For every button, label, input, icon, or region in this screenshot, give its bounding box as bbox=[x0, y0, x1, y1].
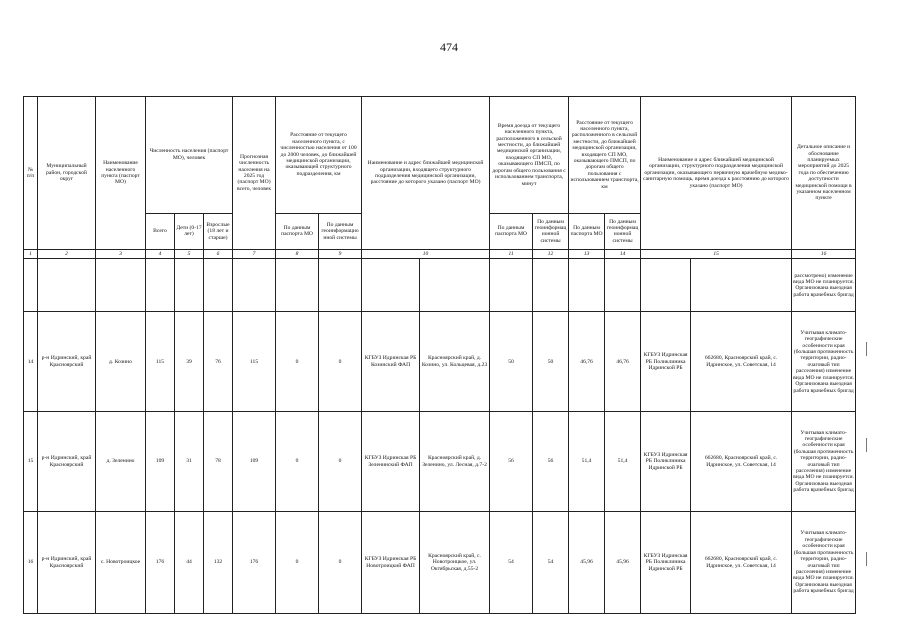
row-description: Учитывая климато-географические особенности края (большая протяженность территории, радио-очаговый тип расселения) изменение вида МО не планируется. Организована выездная работа врачебных бригад bbox=[792, 412, 856, 512]
column-number: 4 bbox=[146, 249, 175, 259]
table-row bbox=[24, 512, 856, 614]
page-number: 474 bbox=[440, 40, 458, 54]
header-population-group: Численность населения (паспорт МО), человек bbox=[146, 97, 233, 214]
column-number: 14 bbox=[605, 249, 641, 259]
row-children: 39 bbox=[175, 312, 204, 412]
row-district: р-н Идринский, край Красноярский bbox=[38, 312, 96, 412]
row-adults: 76 bbox=[204, 312, 233, 412]
row-km-gis: 51,4 bbox=[605, 412, 641, 512]
row-pmsp-name: КГБУЗ Идринская РБ Поликлиника Идринской РБ bbox=[641, 412, 691, 512]
row-district: р-н Идринский, край Красноярский bbox=[38, 412, 96, 512]
column-number-row bbox=[24, 249, 856, 259]
row-km-passport: 51,4 bbox=[569, 412, 605, 512]
header-km-gis: По данным геоинформационной системы bbox=[605, 213, 641, 249]
continuation-row bbox=[24, 259, 856, 312]
row-num: 15 bbox=[24, 412, 38, 512]
row-children: 31 bbox=[175, 412, 204, 512]
row-forecast: 176 bbox=[233, 512, 276, 614]
header-dist-gis: По данным геоинформационной системы bbox=[319, 213, 362, 249]
scan-edge-mark bbox=[866, 438, 867, 452]
row-num: 14 bbox=[24, 312, 38, 412]
row-total: 109 bbox=[146, 412, 175, 512]
row-settlement: д. Зеленино bbox=[96, 412, 146, 512]
header-km-passport: По данным паспорта МО bbox=[569, 213, 605, 249]
row-pmsp-address: 662680, Красноярский край, с. Идринское, ул. Советская, 14 bbox=[691, 312, 792, 412]
row-dist-passport: 0 bbox=[276, 312, 319, 412]
row-settlement: с. Новотроицкое bbox=[96, 512, 146, 614]
row-dist-passport: 0 bbox=[276, 412, 319, 512]
table-row bbox=[24, 312, 856, 412]
column-number: 15 bbox=[641, 249, 792, 259]
row-description: Учитывая климато-географические особенности края (большая протяженность территории, радио-очаговый тип расселения) изменение вида МО не планируется. Организована выездная работа врачебных бригад bbox=[792, 512, 856, 614]
column-number: 9 bbox=[319, 249, 362, 259]
row-km-gis: 45,96 bbox=[605, 512, 641, 614]
row-adults: 132 bbox=[204, 512, 233, 614]
column-number: 2 bbox=[38, 249, 96, 259]
row-dist-gis: 0 bbox=[319, 412, 362, 512]
scan-edge-mark bbox=[866, 552, 867, 566]
column-number: 3 bbox=[96, 249, 146, 259]
row-org-address: Красноярский край, д. Козино, ул. Кольцевая, д.23 bbox=[420, 312, 490, 412]
table-row bbox=[24, 412, 856, 512]
row-time-passport: 56 bbox=[490, 412, 533, 512]
row-adults: 78 bbox=[204, 412, 233, 512]
row-km-passport: 45,96 bbox=[569, 512, 605, 614]
row-dist-passport: 0 bbox=[276, 512, 319, 614]
header-row-1 bbox=[24, 97, 856, 214]
column-number: 16 bbox=[792, 249, 856, 259]
scan-edge-mark bbox=[866, 342, 867, 356]
row-district: р-н Идринский, край Красноярский bbox=[38, 512, 96, 614]
row-km-gis: 46,76 bbox=[605, 312, 641, 412]
row-org-name: КГБУЗ Идринская РБ Зеленинский ФАП bbox=[362, 412, 420, 512]
row-settlement: д. Козино bbox=[96, 312, 146, 412]
column-number: 1 bbox=[24, 249, 38, 259]
row-org-address: Красноярский край, д. Зеленино, ул. Лесная, д.7-2 bbox=[420, 412, 490, 512]
column-number: 6 bbox=[204, 249, 233, 259]
header-km-group: Расстояние от текущего населенного пункта, расположенного в сельской местности, до ближайшей медицинской организации, входящего СП МО, оказывающего ПМСП, по дорогам общего пользования с использованием транспорта, км bbox=[569, 97, 641, 214]
row-dist-gis: 0 bbox=[319, 512, 362, 614]
row-pmsp-address: 662680, Красноярский край, с. Идринское, ул. Советская, 14 bbox=[691, 512, 792, 614]
row-children: 44 bbox=[175, 512, 204, 614]
row-dist-gis: 0 bbox=[319, 312, 362, 412]
header-total: Всего bbox=[146, 213, 175, 249]
continuation-text: рассмотрено) изменение вида МО не планируется. Организована выездная работа врачебных бригад bbox=[792, 259, 856, 312]
row-total: 115 bbox=[146, 312, 175, 412]
header-dist-passport: По данным паспорта МО bbox=[276, 213, 319, 249]
header-district: Муниципальный район, городской округ bbox=[38, 97, 96, 250]
column-number: 10 bbox=[362, 249, 490, 259]
column-number: 11 bbox=[490, 249, 533, 259]
header-pmsp-org: Наименование и адрес ближайшей медицинской организации, структурного подразделения медицинской организации, оказывающего первичную врачебную медико-санитарную помощь, время доезда к расстоянию до которого указано (паспорт МО) bbox=[641, 97, 792, 250]
row-time-gis: 56 bbox=[533, 412, 569, 512]
row-forecast: 109 bbox=[233, 412, 276, 512]
row-pmsp-name: КГБУЗ Идринская РБ Поликлиника Идринской РБ bbox=[641, 312, 691, 412]
header-num: № п/п bbox=[24, 97, 38, 250]
header-description: Детальное описание и обоснование планируемых мероприятий до 2025 года по обеспечению доступности медицинской помощи в указанном населенном пункте bbox=[792, 97, 856, 250]
row-time-passport: 50 bbox=[490, 312, 533, 412]
row-pmsp-address: 662680, Красноярский край, с. Идринское, ул. Советская, 14 bbox=[691, 412, 792, 512]
row-org-name: КГБУЗ Идринская РБ Козинский ФАП bbox=[362, 312, 420, 412]
row-pmsp-name: КГБУЗ Идринская РБ Поликлиника Идринской РБ bbox=[641, 512, 691, 614]
column-number: 13 bbox=[569, 249, 605, 259]
column-number: 7 bbox=[233, 249, 276, 259]
column-number: 5 bbox=[175, 249, 204, 259]
header-time-passport: По данным паспорта МО bbox=[490, 213, 533, 249]
register-table bbox=[23, 96, 856, 614]
header-settlement: Наименование населенного пункта (паспорт МО) bbox=[96, 97, 146, 250]
row-total: 176 bbox=[146, 512, 175, 614]
row-num: 16 bbox=[24, 512, 38, 614]
header-children: Дети (0-17 лет) bbox=[175, 213, 204, 249]
column-number: 12 bbox=[533, 249, 569, 259]
header-distance-group: Расстояние от текущего населенного пункта, с численностью населения от 100 до 2000 человек, до ближайшей медицинской организации, оказывающей структурного подразделения, км bbox=[276, 97, 362, 214]
header-nearest-org: Наименование и адрес ближайшей медицинской организации, входящего структурного подразделения медицинской организации, расстояние до которого указано (паспорт МО) bbox=[362, 97, 490, 250]
row-org-address: Красноярский край, с. Новотроицкое, ул. Октябрьская, д.55-2 bbox=[420, 512, 490, 614]
header-adults: Взрослые (18 лет и старше) bbox=[204, 213, 233, 249]
row-time-passport: 54 bbox=[490, 512, 533, 614]
row-description: Учитывая климато-географические особенности края (большая протяженность территории, радио-очаговый тип расселения) изменение вида МО не планируется. Организована выездная работа врачебных бригад bbox=[792, 312, 856, 412]
row-org-name: КГБУЗ Идринская РБ Новотроицкий ФАП bbox=[362, 512, 420, 614]
row-time-gis: 54 bbox=[533, 512, 569, 614]
row-forecast: 115 bbox=[233, 312, 276, 412]
header-forecast: Прогнозная численность населения на 2025 год (паспорт МО) всего, человек bbox=[233, 97, 276, 250]
column-number: 8 bbox=[276, 249, 319, 259]
row-km-passport: 46,76 bbox=[569, 312, 605, 412]
header-time-gis: По данным геоинформационной системы bbox=[533, 213, 569, 249]
header-time-group: Время доезда от текущего населенного пункта, расположенного в сельской местности, до ближайшей медицинской организации, входящего СП МО, оказывающего ПМСП, по дорогам общего пользования с использованием транспорта, минут bbox=[490, 97, 569, 214]
row-time-gis: 50 bbox=[533, 312, 569, 412]
